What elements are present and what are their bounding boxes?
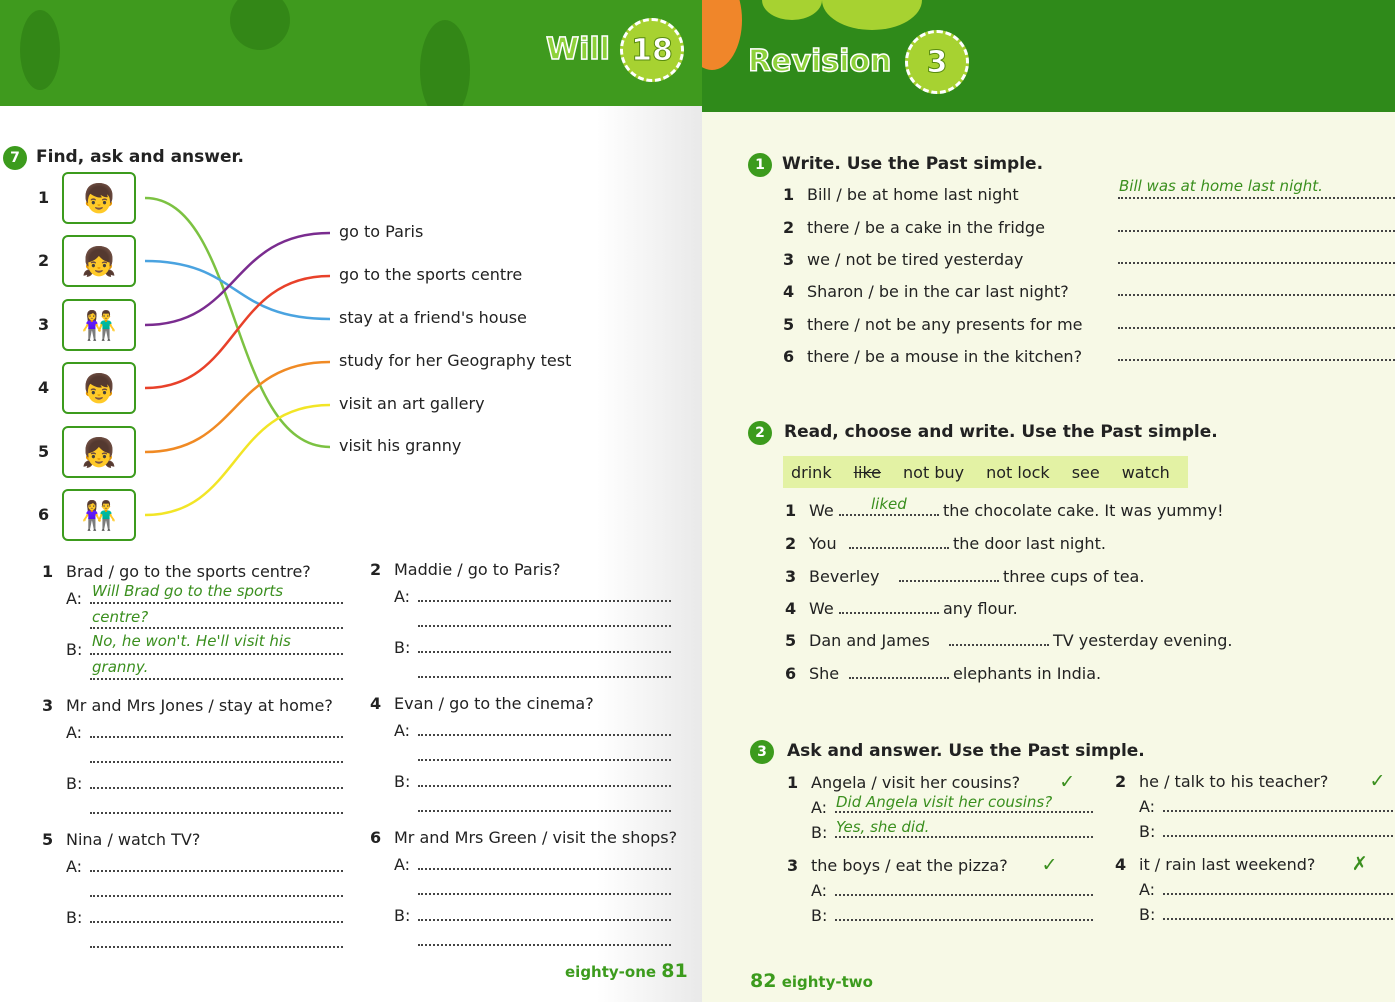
page-word: eighty-two [781, 973, 873, 991]
item-prompt: Angela / visit her cousins? [811, 773, 1021, 792]
check-mark-icon: ✓ [1059, 771, 1076, 793]
answer-line[interactable] [90, 870, 343, 872]
answer-line[interactable] [1163, 918, 1393, 920]
sentence-start: We [809, 599, 834, 618]
word-box [783, 456, 1188, 488]
item-number: 3 [783, 250, 795, 269]
item-number: 6 [783, 347, 795, 366]
handwritten-answer: Bill was at home last night. [1119, 177, 1323, 195]
answer-line[interactable] [899, 580, 999, 582]
answer-line[interactable] [418, 734, 671, 736]
revision-number-gear-icon [905, 30, 969, 94]
exercise-title: Write. Use the Past simple. [782, 154, 1044, 174]
word-option: not buy [903, 462, 965, 482]
answer-line[interactable] [418, 919, 671, 921]
b-label: B: [394, 906, 411, 925]
matching-phrase: go to the sports centre [339, 265, 523, 284]
match-line [145, 405, 330, 515]
b-label: B: [66, 640, 83, 659]
word-option: see [1071, 462, 1100, 482]
exercise-title: Read, choose and write. Use the Past simple. [784, 422, 1218, 442]
question-number: 2 [370, 560, 382, 579]
item-prompt: there / be a cake in the fridge [807, 218, 1045, 237]
a-label: A: [66, 589, 83, 608]
page-number: 82 [750, 970, 777, 992]
sentence-start: She [809, 664, 840, 683]
a-label: A: [811, 798, 828, 817]
answer-line[interactable] [418, 868, 671, 870]
item-prompt: Sharon / be in the car last night? [807, 282, 1069, 301]
girl-picture-icon: 👧 [62, 426, 136, 478]
handwritten-answer: liked [871, 495, 907, 513]
exercise-number-badge: 3 [750, 740, 774, 764]
b-label: B: [811, 906, 828, 925]
answer-line[interactable] [418, 759, 671, 761]
item-number: 2 [785, 534, 797, 553]
handwritten-answer: granny. [92, 658, 149, 676]
answer-line[interactable] [90, 653, 343, 655]
answer-line[interactable] [90, 678, 343, 680]
handwritten-answer: Will Brad go to the sports [92, 582, 284, 600]
word-option: not lock [986, 462, 1050, 482]
handwritten-answer: No, he won't. He'll visit his [92, 632, 291, 650]
item-number: 1 [787, 773, 799, 792]
answer-line[interactable] [418, 893, 671, 895]
item-number: 4 [783, 282, 795, 301]
item-prompt: the boys / eat the pizza? [811, 856, 1008, 875]
question-prompt: Mr and Mrs Green / visit the shops? [394, 828, 678, 847]
page-word: eighty-one [565, 963, 657, 981]
question-number: 6 [370, 828, 382, 847]
a-label: A: [66, 857, 83, 876]
a-label: A: [394, 855, 411, 874]
item-prompt: there / not be any presents for me [807, 315, 1083, 334]
sentence-start: Dan and James [809, 631, 930, 650]
question-prompt: Maddie / go to Paris? [394, 560, 561, 579]
answer-line[interactable] [835, 811, 1093, 813]
answer-line[interactable] [90, 812, 343, 814]
answer-line[interactable] [849, 677, 949, 679]
item-prompt: there / be a mouse in the kitchen? [807, 347, 1083, 366]
sentence-end: any flour. [943, 599, 1018, 618]
girl-picture-icon: 👧 [62, 235, 136, 287]
a-label: A: [1139, 797, 1156, 816]
answer-line[interactable] [90, 921, 343, 923]
right-header-banner [702, 0, 1395, 112]
cross-mark-icon: ✗ [1351, 853, 1368, 875]
sentence-end: three cups of tea. [1003, 567, 1145, 586]
item-prompt: we / not be tired yesterday [807, 250, 1024, 269]
answer-line[interactable] [835, 919, 1093, 921]
check-mark-icon: ✓ [1369, 770, 1386, 792]
question-prompt: Mr and Mrs Jones / stay at home? [66, 696, 333, 715]
exercise-number-badge: 2 [748, 421, 772, 445]
a-label: A: [66, 723, 83, 742]
item-number: 3 [787, 856, 799, 875]
answer-line[interactable] [90, 736, 343, 738]
check-mark-icon: ✓ [1041, 854, 1058, 876]
answer-line[interactable] [418, 944, 671, 946]
page-number: 81 [661, 960, 688, 982]
handwritten-answer: Yes, she did. [836, 818, 930, 836]
revision-title: Revision [748, 44, 892, 79]
match-line [145, 261, 330, 319]
answer-line[interactable] [1163, 835, 1393, 837]
b-label: B: [811, 823, 828, 842]
answer-line[interactable] [839, 514, 939, 516]
answer-line[interactable] [418, 600, 671, 602]
item-number: 4 [1115, 855, 1127, 874]
answer-line[interactable] [90, 761, 343, 763]
answer-line[interactable] [418, 810, 671, 812]
answer-line[interactable] [835, 836, 1093, 838]
question-number: 4 [370, 694, 382, 713]
answer-line[interactable] [1118, 262, 1395, 264]
answer-line[interactable] [839, 612, 939, 614]
unit-title: Will [546, 32, 610, 67]
exercise-number-badge: 7 [3, 146, 27, 170]
word-option: like [853, 462, 882, 482]
word-option: watch [1121, 462, 1170, 482]
b-label: B: [1139, 822, 1156, 841]
b-label: B: [66, 908, 83, 927]
answer-line[interactable] [1118, 327, 1395, 329]
picture-number: 2 [38, 251, 50, 270]
boy-picture-icon: 👦 [62, 172, 136, 224]
exercise-number-badge: 1 [748, 153, 772, 177]
answer-line[interactable] [418, 785, 671, 787]
matching-phrase: visit his granny [339, 436, 462, 455]
matching-phrase: visit an art gallery [339, 394, 485, 413]
a-label: A: [811, 881, 828, 900]
answer-line[interactable] [1118, 197, 1395, 199]
question-prompt: Nina / watch TV? [66, 830, 201, 849]
matching-phrase: stay at a friend's house [339, 308, 527, 327]
revision-number: 3 [926, 44, 948, 80]
answer-line[interactable] [849, 547, 949, 549]
item-prompt: he / talk to his teacher? [1139, 772, 1329, 791]
question-prompt: Evan / go to the cinema? [394, 694, 594, 713]
item-prompt: it / rain last weekend? [1139, 855, 1316, 874]
b-label: B: [394, 772, 411, 791]
item-number: 6 [785, 664, 797, 683]
sentence-start: We [809, 501, 834, 520]
question-number: 3 [42, 696, 54, 715]
item-prompt: Bill / be at home last night [807, 185, 1019, 204]
answer-line[interactable] [418, 651, 671, 653]
handwritten-answer: centre? [92, 608, 149, 626]
match-line [145, 276, 330, 388]
answer-line[interactable] [418, 625, 671, 627]
b-label: B: [394, 638, 411, 657]
page-footer-right [750, 970, 873, 992]
picture-number: 6 [38, 505, 50, 524]
answer-line[interactable] [1163, 893, 1393, 895]
item-number: 5 [785, 631, 797, 650]
sentence-end: elephants in India. [953, 664, 1102, 683]
answer-line[interactable] [90, 946, 343, 948]
picture-number: 4 [38, 378, 50, 397]
sentence-start: You [809, 534, 837, 553]
answer-line[interactable] [835, 894, 1093, 896]
question-number: 1 [42, 562, 54, 581]
answer-line[interactable] [1118, 294, 1395, 296]
item-number: 2 [783, 218, 795, 237]
couple-picture-icon: 👫 [62, 489, 136, 541]
answer-line[interactable] [90, 895, 343, 897]
item-number: 1 [783, 185, 795, 204]
a-label: A: [394, 721, 411, 740]
answer-line[interactable] [949, 644, 1049, 646]
item-number: 3 [785, 567, 797, 586]
item-number: 1 [785, 501, 797, 520]
sentence-start: Beverley [809, 567, 880, 586]
question-number: 5 [42, 830, 54, 849]
b-label: B: [66, 774, 83, 793]
word-option: drink [791, 462, 832, 482]
sentence-end: TV yesterday evening. [1053, 631, 1233, 650]
picture-number: 1 [38, 188, 50, 207]
item-number: 4 [785, 599, 797, 618]
unit-number: 18 [631, 32, 673, 68]
answer-line[interactable] [90, 602, 343, 604]
b-label: B: [1139, 905, 1156, 924]
answer-line[interactable] [1118, 359, 1395, 361]
answer-line[interactable] [1163, 810, 1393, 812]
a-label: A: [394, 587, 411, 606]
sentence-end: the door last night. [953, 534, 1106, 553]
exercise-title: Find, ask and answer. [36, 147, 244, 167]
handwritten-answer: Did Angela visit her cousins? [836, 793, 1053, 811]
answer-line[interactable] [1118, 230, 1395, 232]
matching-phrase: go to Paris [339, 222, 424, 241]
answer-line[interactable] [90, 787, 343, 789]
sentence-end: the chocolate cake. It was yummy! [943, 501, 1224, 520]
answer-line[interactable] [90, 627, 343, 629]
picture-number: 3 [38, 315, 50, 334]
item-number: 5 [783, 315, 795, 334]
boy-picture-icon: 👦 [62, 362, 136, 414]
couple-picture-icon: 👫 [62, 299, 136, 351]
exercise-title: Ask and answer. Use the Past simple. [787, 741, 1145, 761]
item-number: 2 [1115, 772, 1127, 791]
a-label: A: [1139, 880, 1156, 899]
page-footer-left [565, 960, 688, 982]
matching-phrase: study for her Geography test [339, 351, 572, 370]
picture-number: 5 [38, 442, 50, 461]
answer-line[interactable] [418, 676, 671, 678]
question-prompt: Brad / go to the sports centre? [66, 562, 311, 581]
